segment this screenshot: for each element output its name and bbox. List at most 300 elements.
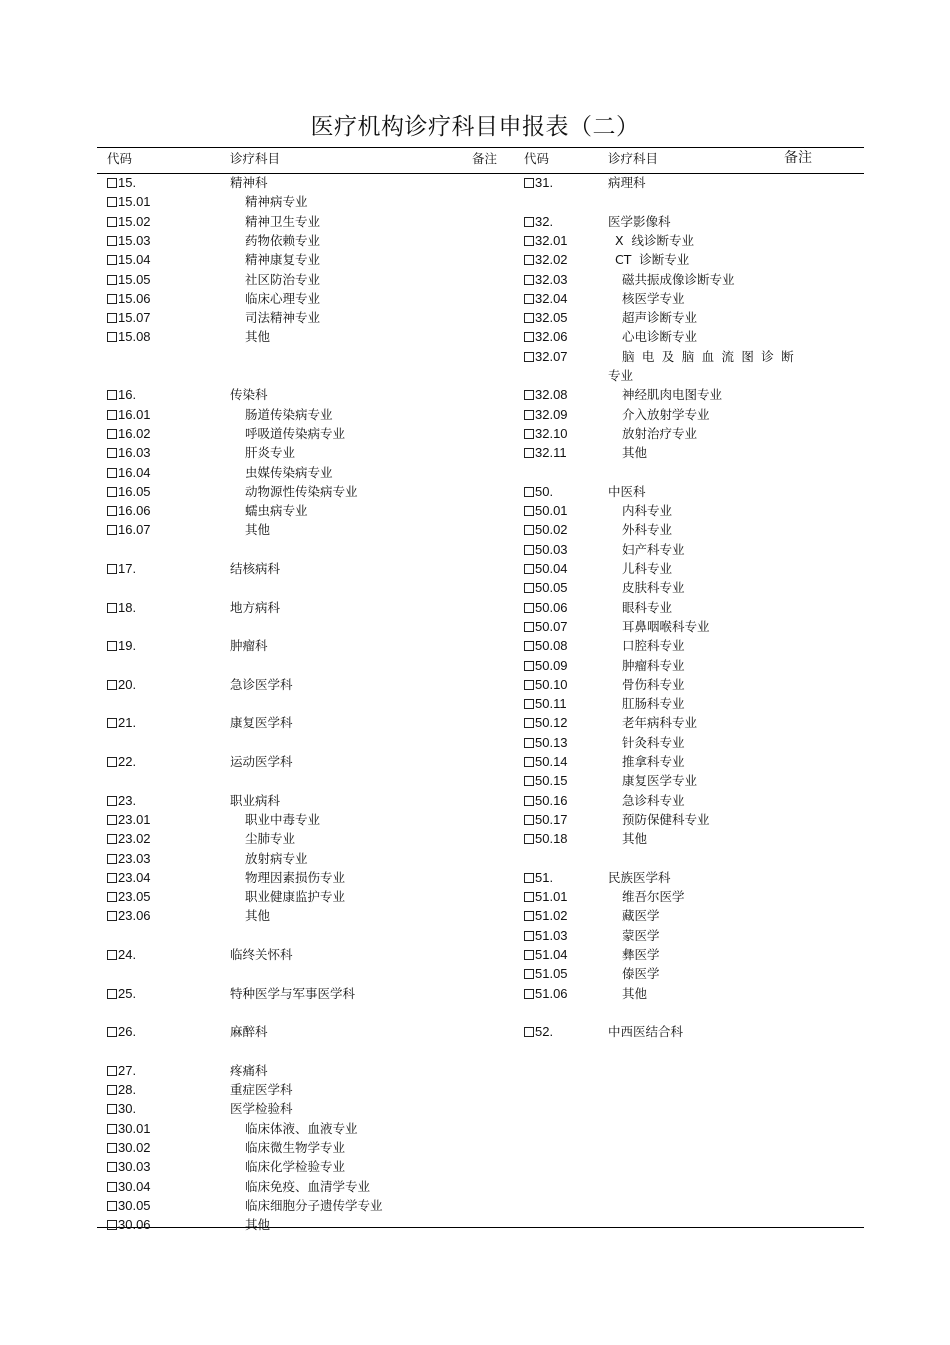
- subject-name: 其他: [622, 985, 648, 1001]
- checkbox-square-icon[interactable]: [107, 1201, 117, 1211]
- subject-code: 27.: [118, 1062, 137, 1078]
- subject-checkbox[interactable]: [107, 636, 136, 655]
- checkbox-square-icon[interactable]: [524, 178, 534, 188]
- subject-code: 32.: [535, 213, 554, 229]
- subject-checkbox[interactable]: [107, 192, 151, 211]
- subject-name: 内科专业: [622, 503, 673, 519]
- checkbox-square-icon[interactable]: [107, 332, 117, 342]
- subject-code: 51.04: [535, 947, 568, 962]
- subject-code: 19.: [118, 638, 137, 654]
- subject-checkbox[interactable]: [107, 598, 136, 617]
- subject-code: 50.15: [535, 773, 568, 789]
- subject-code: 32.10: [535, 425, 568, 441]
- subject-checkbox[interactable]: [107, 501, 151, 520]
- subject-code: 50.06: [535, 599, 568, 615]
- checkbox-square-icon[interactable]: [524, 332, 534, 342]
- subject-code: 50.18: [535, 831, 568, 847]
- subject-checkbox[interactable]: [524, 771, 568, 790]
- subject-checkbox[interactable]: [107, 443, 151, 462]
- checkbox-square-icon[interactable]: [524, 969, 534, 979]
- subject-name: 磁共振成像诊断专业: [622, 271, 735, 287]
- checkbox-square-icon[interactable]: [107, 487, 117, 497]
- subject-checkbox[interactable]: [107, 1022, 136, 1041]
- subject-checkbox[interactable]: [524, 598, 568, 617]
- checkbox-square-icon[interactable]: [524, 583, 534, 593]
- subject-code: 32.11: [535, 445, 567, 461]
- subject-name: 临床体液、血液专业: [245, 1120, 358, 1136]
- subject-name: 物理因素损伤专业: [245, 869, 346, 885]
- checkbox-square-icon[interactable]: [524, 217, 534, 227]
- subject-name: 其他: [622, 831, 648, 847]
- subject-checkbox[interactable]: [524, 887, 568, 906]
- checkbox-square-icon[interactable]: [107, 834, 117, 844]
- checkbox-square-icon[interactable]: [107, 911, 117, 921]
- header-subject-right: 诊疗科目: [608, 151, 659, 166]
- subject-code: 23.01: [118, 811, 151, 827]
- checkbox-square-icon[interactable]: [107, 815, 117, 825]
- subject-name: 维吾尔医学: [622, 889, 685, 905]
- subject-name: 临床免疫、血清学专业: [245, 1178, 371, 1194]
- checkbox-square-icon[interactable]: [107, 506, 117, 516]
- subject-code: 30.03: [118, 1159, 151, 1175]
- subject-checkbox[interactable]: [107, 1157, 151, 1176]
- subject-name: 重症医学科: [230, 1082, 293, 1098]
- subject-code: 32.03: [535, 271, 568, 287]
- checkbox-square-icon[interactable]: [524, 776, 534, 786]
- subject-checkbox[interactable]: [107, 1099, 136, 1118]
- checkbox-square-icon[interactable]: [107, 1143, 117, 1153]
- subject-checkbox[interactable]: [107, 810, 151, 829]
- subject-checkbox[interactable]: [524, 424, 568, 443]
- subject-name: 康复医学专业: [622, 773, 698, 789]
- checkbox-square-icon[interactable]: [107, 1027, 117, 1037]
- checkbox-square-icon[interactable]: [524, 506, 534, 516]
- checkbox-square-icon[interactable]: [107, 197, 117, 207]
- subject-checkbox[interactable]: [107, 520, 151, 539]
- subject-name: 神经肌肉电图专业: [622, 387, 723, 403]
- checkbox-square-icon[interactable]: [107, 275, 117, 285]
- subject-name: 急诊科专业: [622, 792, 685, 808]
- subject-checkbox[interactable]: [524, 694, 567, 713]
- checkbox-square-icon[interactable]: [524, 873, 534, 883]
- subject-code: 17.: [118, 561, 137, 576]
- subject-name: 社区防治专业: [245, 271, 321, 287]
- subject-code: 25.: [118, 985, 137, 1001]
- checkbox-square-icon[interactable]: [524, 294, 534, 304]
- subject-checkbox[interactable]: [524, 231, 568, 250]
- checkbox-square-icon[interactable]: [107, 718, 117, 728]
- checkbox-square-icon[interactable]: [107, 178, 117, 188]
- checkbox-square-icon[interactable]: [524, 313, 534, 323]
- subject-checkbox[interactable]: [524, 829, 568, 848]
- subject-checkbox[interactable]: [524, 559, 568, 578]
- subject-code: 50.07: [535, 618, 568, 634]
- subject-checkbox[interactable]: [524, 906, 568, 925]
- subject-checkbox[interactable]: [524, 617, 568, 636]
- subject-name: 妇产科专业: [622, 541, 685, 557]
- checkbox-square-icon[interactable]: [524, 931, 534, 941]
- subject-name: 专业: [608, 368, 634, 383]
- subject-checkbox[interactable]: [524, 270, 568, 289]
- subject-code: 23.03: [118, 850, 151, 866]
- checkbox-square-icon[interactable]: [107, 1066, 117, 1076]
- subject-name: 藏医学: [622, 908, 660, 924]
- checkbox-square-icon[interactable]: [107, 217, 117, 227]
- subject-name: 肛肠科专业: [622, 696, 685, 712]
- checkbox-square-icon[interactable]: [107, 1182, 117, 1192]
- subject-code: 32.08: [535, 387, 568, 403]
- checkbox-square-icon[interactable]: [524, 1027, 534, 1037]
- subject-name: 民族医学科: [608, 869, 671, 885]
- subject-code: 50.12: [535, 715, 568, 731]
- subject-code: 23.04: [118, 869, 151, 885]
- checkbox-square-icon[interactable]: [107, 641, 117, 651]
- checkbox-square-icon[interactable]: [107, 989, 117, 999]
- checkbox-square-icon[interactable]: [524, 622, 534, 632]
- subject-code: 15.: [118, 175, 137, 190]
- subject-code: 15.07: [118, 310, 151, 326]
- subject-code: 28.: [118, 1082, 137, 1098]
- subject-name: 医学检验科: [230, 1101, 293, 1117]
- checkbox-square-icon[interactable]: [524, 699, 534, 709]
- subject-code: 51.01: [535, 889, 568, 905]
- subject-checkbox[interactable]: [524, 250, 568, 269]
- subject-checkbox[interactable]: [107, 713, 136, 732]
- checkbox-square-icon[interactable]: [107, 757, 117, 767]
- subject-checkbox[interactable]: [107, 752, 136, 771]
- subject-name: 其他: [245, 908, 271, 924]
- subject-checkbox[interactable]: [524, 752, 568, 771]
- subject-checkbox[interactable]: [524, 945, 568, 964]
- subject-code: 30.01: [118, 1120, 151, 1136]
- header-subject: 诊疗科目: [230, 151, 281, 166]
- subject-name: 临床微生物学专业: [245, 1140, 346, 1155]
- subject-name: 尘肺专业: [245, 831, 296, 847]
- checkbox-square-icon[interactable]: [107, 892, 117, 902]
- subject-name: 司法精神专业: [245, 310, 321, 326]
- subject-code: 20.: [118, 676, 137, 692]
- subject-checkbox[interactable]: [107, 231, 151, 250]
- subject-checkbox[interactable]: [107, 289, 151, 308]
- checkbox-square-icon[interactable]: [524, 545, 534, 555]
- subject-name: 地方病科: [230, 599, 281, 615]
- subject-name: 外科专业: [622, 522, 673, 538]
- checkbox-square-icon[interactable]: [524, 410, 534, 420]
- subject-checkbox[interactable]: [107, 1080, 136, 1099]
- checkbox-square-icon[interactable]: [107, 1162, 117, 1172]
- subject-checkbox[interactable]: [107, 829, 151, 848]
- subject-checkbox[interactable]: [107, 385, 136, 404]
- subject-checkbox[interactable]: [524, 733, 568, 752]
- subject-name: 精神科: [230, 175, 268, 190]
- subject-code: 30.06: [118, 1217, 151, 1233]
- checkbox-square-icon[interactable]: [524, 718, 534, 728]
- subject-code: 22.: [118, 754, 137, 769]
- page-title: 医疗机构诊疗科目申报表（二）: [310, 114, 640, 140]
- subject-checkbox[interactable]: [107, 887, 151, 906]
- checkbox-square-icon[interactable]: [107, 603, 117, 613]
- subject-name: 动物源性传染病专业: [245, 483, 358, 499]
- checkbox-square-icon[interactable]: [107, 236, 117, 246]
- subject-name: CT 诊断专业: [615, 252, 690, 268]
- subject-code: 16.02: [118, 425, 151, 441]
- checkbox-square-icon[interactable]: [524, 255, 534, 265]
- subject-code: 15.01: [118, 194, 151, 210]
- checkbox-square-icon[interactable]: [107, 294, 117, 304]
- subject-code: 15.05: [118, 271, 151, 287]
- subject-code: 50.09: [535, 657, 568, 673]
- subject-name: 肠道传染病专业: [245, 406, 333, 422]
- subject-code: 15.08: [118, 329, 151, 345]
- subject-code: 32.09: [535, 406, 568, 422]
- checkbox-square-icon[interactable]: [107, 873, 117, 883]
- subject-checkbox[interactable]: [524, 713, 568, 732]
- subject-code: 32.04: [535, 290, 568, 306]
- subject-name: 药物依赖专业: [245, 232, 321, 248]
- checkbox-square-icon[interactable]: [524, 892, 534, 902]
- subject-name: 针灸科专业: [622, 734, 685, 750]
- subject-name: 肿瘤科专业: [622, 657, 685, 673]
- subject-code: 30.05: [118, 1197, 151, 1213]
- subject-code: 50.05: [535, 580, 568, 596]
- subject-name: 临终关怀科: [230, 947, 293, 962]
- subject-name: 中医科: [608, 483, 646, 499]
- subject-name: 运动医学科: [230, 754, 293, 769]
- subject-checkbox[interactable]: [107, 270, 151, 289]
- subject-checkbox[interactable]: [524, 501, 568, 520]
- subject-code: 32.06: [535, 329, 568, 345]
- subject-checkbox[interactable]: [107, 1119, 151, 1138]
- subject-checkbox[interactable]: [107, 212, 151, 231]
- header-code: 代码: [107, 151, 133, 166]
- subject-checkbox[interactable]: [107, 849, 151, 868]
- subject-name: 放射治疗专业: [622, 425, 698, 441]
- subject-name: 麻醉科: [230, 1024, 268, 1040]
- checkbox-square-icon[interactable]: [107, 468, 117, 478]
- checkbox-square-icon[interactable]: [524, 950, 534, 960]
- subject-code: 16.03: [118, 445, 151, 461]
- subject-checkbox[interactable]: [524, 173, 553, 192]
- subject-code: 50.10: [535, 676, 568, 692]
- subject-checkbox[interactable]: [524, 289, 568, 308]
- subject-name: 临床化学检验专业: [245, 1159, 346, 1175]
- subject-checkbox[interactable]: [524, 636, 568, 655]
- checkbox-square-icon[interactable]: [107, 410, 117, 420]
- checkbox-square-icon[interactable]: [524, 641, 534, 651]
- checkbox-square-icon[interactable]: [107, 448, 117, 458]
- subject-code: 50.03: [535, 541, 568, 557]
- subject-code: 51.06: [535, 985, 568, 1001]
- subject-checkbox[interactable]: [107, 675, 136, 694]
- subject-checkbox[interactable]: [107, 1177, 151, 1196]
- subject-name: 中西医结合科: [608, 1024, 684, 1040]
- checkbox-square-icon[interactable]: [524, 448, 534, 458]
- checkbox-square-icon[interactable]: [107, 390, 117, 400]
- checkbox-square-icon[interactable]: [107, 429, 117, 439]
- subject-checkbox[interactable]: [107, 424, 151, 443]
- checkbox-square-icon[interactable]: [107, 1104, 117, 1114]
- header-remark-right: 备注: [784, 150, 812, 166]
- checkbox-square-icon[interactable]: [107, 525, 117, 535]
- subject-checkbox[interactable]: [524, 405, 568, 424]
- subject-checkbox[interactable]: [107, 1215, 151, 1234]
- subject-checkbox[interactable]: [107, 791, 136, 810]
- subject-code: 15.03: [118, 232, 151, 248]
- subject-name: 其他: [245, 1217, 271, 1233]
- subject-checkbox[interactable]: [107, 1196, 151, 1215]
- subject-checkbox[interactable]: [524, 984, 568, 1003]
- subject-name: 肝炎专业: [245, 445, 296, 461]
- checkbox-square-icon[interactable]: [107, 680, 117, 690]
- subject-checkbox[interactable]: [107, 482, 151, 501]
- checkbox-square-icon[interactable]: [524, 757, 534, 767]
- subject-code: 16.06: [118, 503, 151, 519]
- checkbox-square-icon[interactable]: [107, 796, 117, 806]
- subject-checkbox[interactable]: [524, 868, 553, 887]
- subject-name: 眼科专业: [622, 599, 673, 615]
- checkbox-square-icon[interactable]: [107, 313, 117, 323]
- subject-name: 儿科专业: [622, 561, 673, 576]
- subject-name: 彝医学: [622, 947, 660, 962]
- subject-name: 医学影像科: [608, 213, 671, 229]
- table-bottom-rule: [97, 1227, 864, 1228]
- subject-name: 疼痛科: [230, 1062, 268, 1078]
- subject-name: 放射病专业: [245, 850, 308, 866]
- subject-code: 23.02: [118, 831, 151, 847]
- checkbox-square-icon[interactable]: [524, 390, 534, 400]
- subject-name: 预防保健科专业: [622, 811, 710, 827]
- subject-code: 16.04: [118, 464, 151, 480]
- checkbox-square-icon[interactable]: [524, 989, 534, 999]
- subject-code: 50.13: [535, 734, 568, 750]
- subject-checkbox[interactable]: [107, 405, 151, 424]
- subject-checkbox[interactable]: [524, 675, 568, 694]
- subject-name: 心电诊断专业: [622, 329, 698, 345]
- subject-code: 50.04: [535, 561, 568, 576]
- checkbox-square-icon[interactable]: [524, 680, 534, 690]
- subject-checkbox[interactable]: [524, 385, 568, 404]
- subject-name: 精神康复专业: [245, 252, 321, 268]
- subject-checkbox[interactable]: [107, 463, 151, 482]
- subject-name: X 线诊断专业: [615, 232, 695, 248]
- subject-name: 康复医学科: [230, 715, 293, 731]
- subject-checkbox[interactable]: [107, 1138, 151, 1157]
- subject-checkbox[interactable]: [524, 540, 568, 559]
- subject-code: 51.02: [535, 908, 568, 924]
- subject-name: 蒙医学: [622, 927, 660, 943]
- subject-code: 50.08: [535, 638, 568, 654]
- subject-checkbox[interactable]: [524, 308, 568, 327]
- subject-checkbox[interactable]: [524, 578, 568, 597]
- checkbox-square-icon[interactable]: [524, 796, 534, 806]
- subject-code: 50.02: [535, 522, 568, 538]
- subject-name: 傣医学: [622, 966, 660, 982]
- subject-checkbox[interactable]: [107, 945, 136, 964]
- subject-checkbox[interactable]: [524, 926, 568, 945]
- checkbox-square-icon[interactable]: [524, 815, 534, 825]
- subject-code: 50.14: [535, 754, 568, 769]
- subject-checkbox[interactable]: [524, 791, 568, 810]
- subject-checkbox[interactable]: [524, 482, 553, 501]
- subject-code: 16.: [118, 387, 137, 403]
- checkbox-square-icon[interactable]: [524, 352, 534, 362]
- subject-checkbox[interactable]: [524, 1022, 553, 1041]
- subject-checkbox[interactable]: [524, 810, 568, 829]
- subject-code: 32.07: [535, 348, 568, 364]
- checkbox-square-icon[interactable]: [107, 854, 117, 864]
- subject-checkbox[interactable]: [524, 327, 568, 346]
- subject-checkbox[interactable]: [107, 308, 151, 327]
- subject-name: 蠕虫病专业: [245, 503, 308, 519]
- checkbox-square-icon[interactable]: [524, 911, 534, 921]
- checkbox-square-icon[interactable]: [524, 603, 534, 613]
- checkbox-square-icon[interactable]: [107, 950, 117, 960]
- subject-name: 结核病科: [230, 561, 281, 576]
- subject-name: 老年病科专业: [622, 715, 698, 731]
- checkbox-square-icon[interactable]: [524, 236, 534, 246]
- checkbox-square-icon[interactable]: [524, 738, 534, 748]
- subject-code: 50.01: [535, 503, 568, 519]
- subject-name: 职业中毒专业: [245, 811, 321, 827]
- checkbox-square-icon[interactable]: [524, 564, 534, 574]
- checkbox-square-icon[interactable]: [107, 1085, 117, 1095]
- subject-checkbox[interactable]: [107, 173, 136, 192]
- subject-name: 临床细胞分子遗传学专业: [245, 1197, 383, 1213]
- subject-checkbox[interactable]: [524, 212, 553, 231]
- subject-checkbox[interactable]: [107, 868, 151, 887]
- subject-code: 51.03: [535, 927, 568, 943]
- subject-code: 18.: [118, 599, 137, 615]
- checkbox-square-icon[interactable]: [524, 661, 534, 671]
- checkbox-square-icon[interactable]: [524, 525, 534, 535]
- subject-checkbox[interactable]: [107, 559, 136, 578]
- subject-name: 传染科: [230, 387, 268, 403]
- subject-checkbox[interactable]: [107, 250, 151, 269]
- checkbox-square-icon[interactable]: [524, 834, 534, 844]
- subject-code: 50.17: [535, 811, 568, 827]
- subject-name: 职业病科: [230, 792, 281, 808]
- subject-checkbox[interactable]: [107, 1061, 136, 1080]
- subject-checkbox[interactable]: [524, 443, 567, 462]
- checkbox-square-icon[interactable]: [524, 429, 534, 439]
- subject-name: 超声诊断专业: [622, 310, 698, 326]
- subject-checkbox[interactable]: [524, 520, 568, 539]
- subject-code: 16.01: [118, 406, 151, 422]
- subject-code: 26.: [118, 1024, 137, 1040]
- subject-name: 耳鼻咽喉科专业: [622, 618, 710, 634]
- subject-code: 16.05: [118, 483, 151, 499]
- subject-checkbox[interactable]: [524, 656, 568, 675]
- checkbox-square-icon[interactable]: [524, 275, 534, 285]
- subject-checkbox[interactable]: [107, 327, 151, 346]
- checkbox-square-icon[interactable]: [107, 564, 117, 574]
- subject-name: 核医学专业: [622, 290, 685, 306]
- subject-checkbox[interactable]: [107, 984, 136, 1003]
- subject-code: 32.02: [535, 252, 568, 268]
- checkbox-square-icon[interactable]: [107, 255, 117, 265]
- subject-code: 51.05: [535, 966, 568, 982]
- checkbox-square-icon[interactable]: [107, 1220, 117, 1230]
- subject-checkbox[interactable]: [107, 906, 151, 925]
- subject-name: 其他: [622, 445, 648, 461]
- subject-name: 其他: [245, 329, 271, 345]
- checkbox-square-icon[interactable]: [107, 1124, 117, 1134]
- subject-name: 骨伤科专业: [622, 676, 685, 692]
- subject-checkbox[interactable]: [524, 347, 568, 366]
- checkbox-square-icon[interactable]: [524, 487, 534, 497]
- subject-name: 口腔科专业: [622, 638, 685, 654]
- subject-checkbox[interactable]: [524, 964, 568, 983]
